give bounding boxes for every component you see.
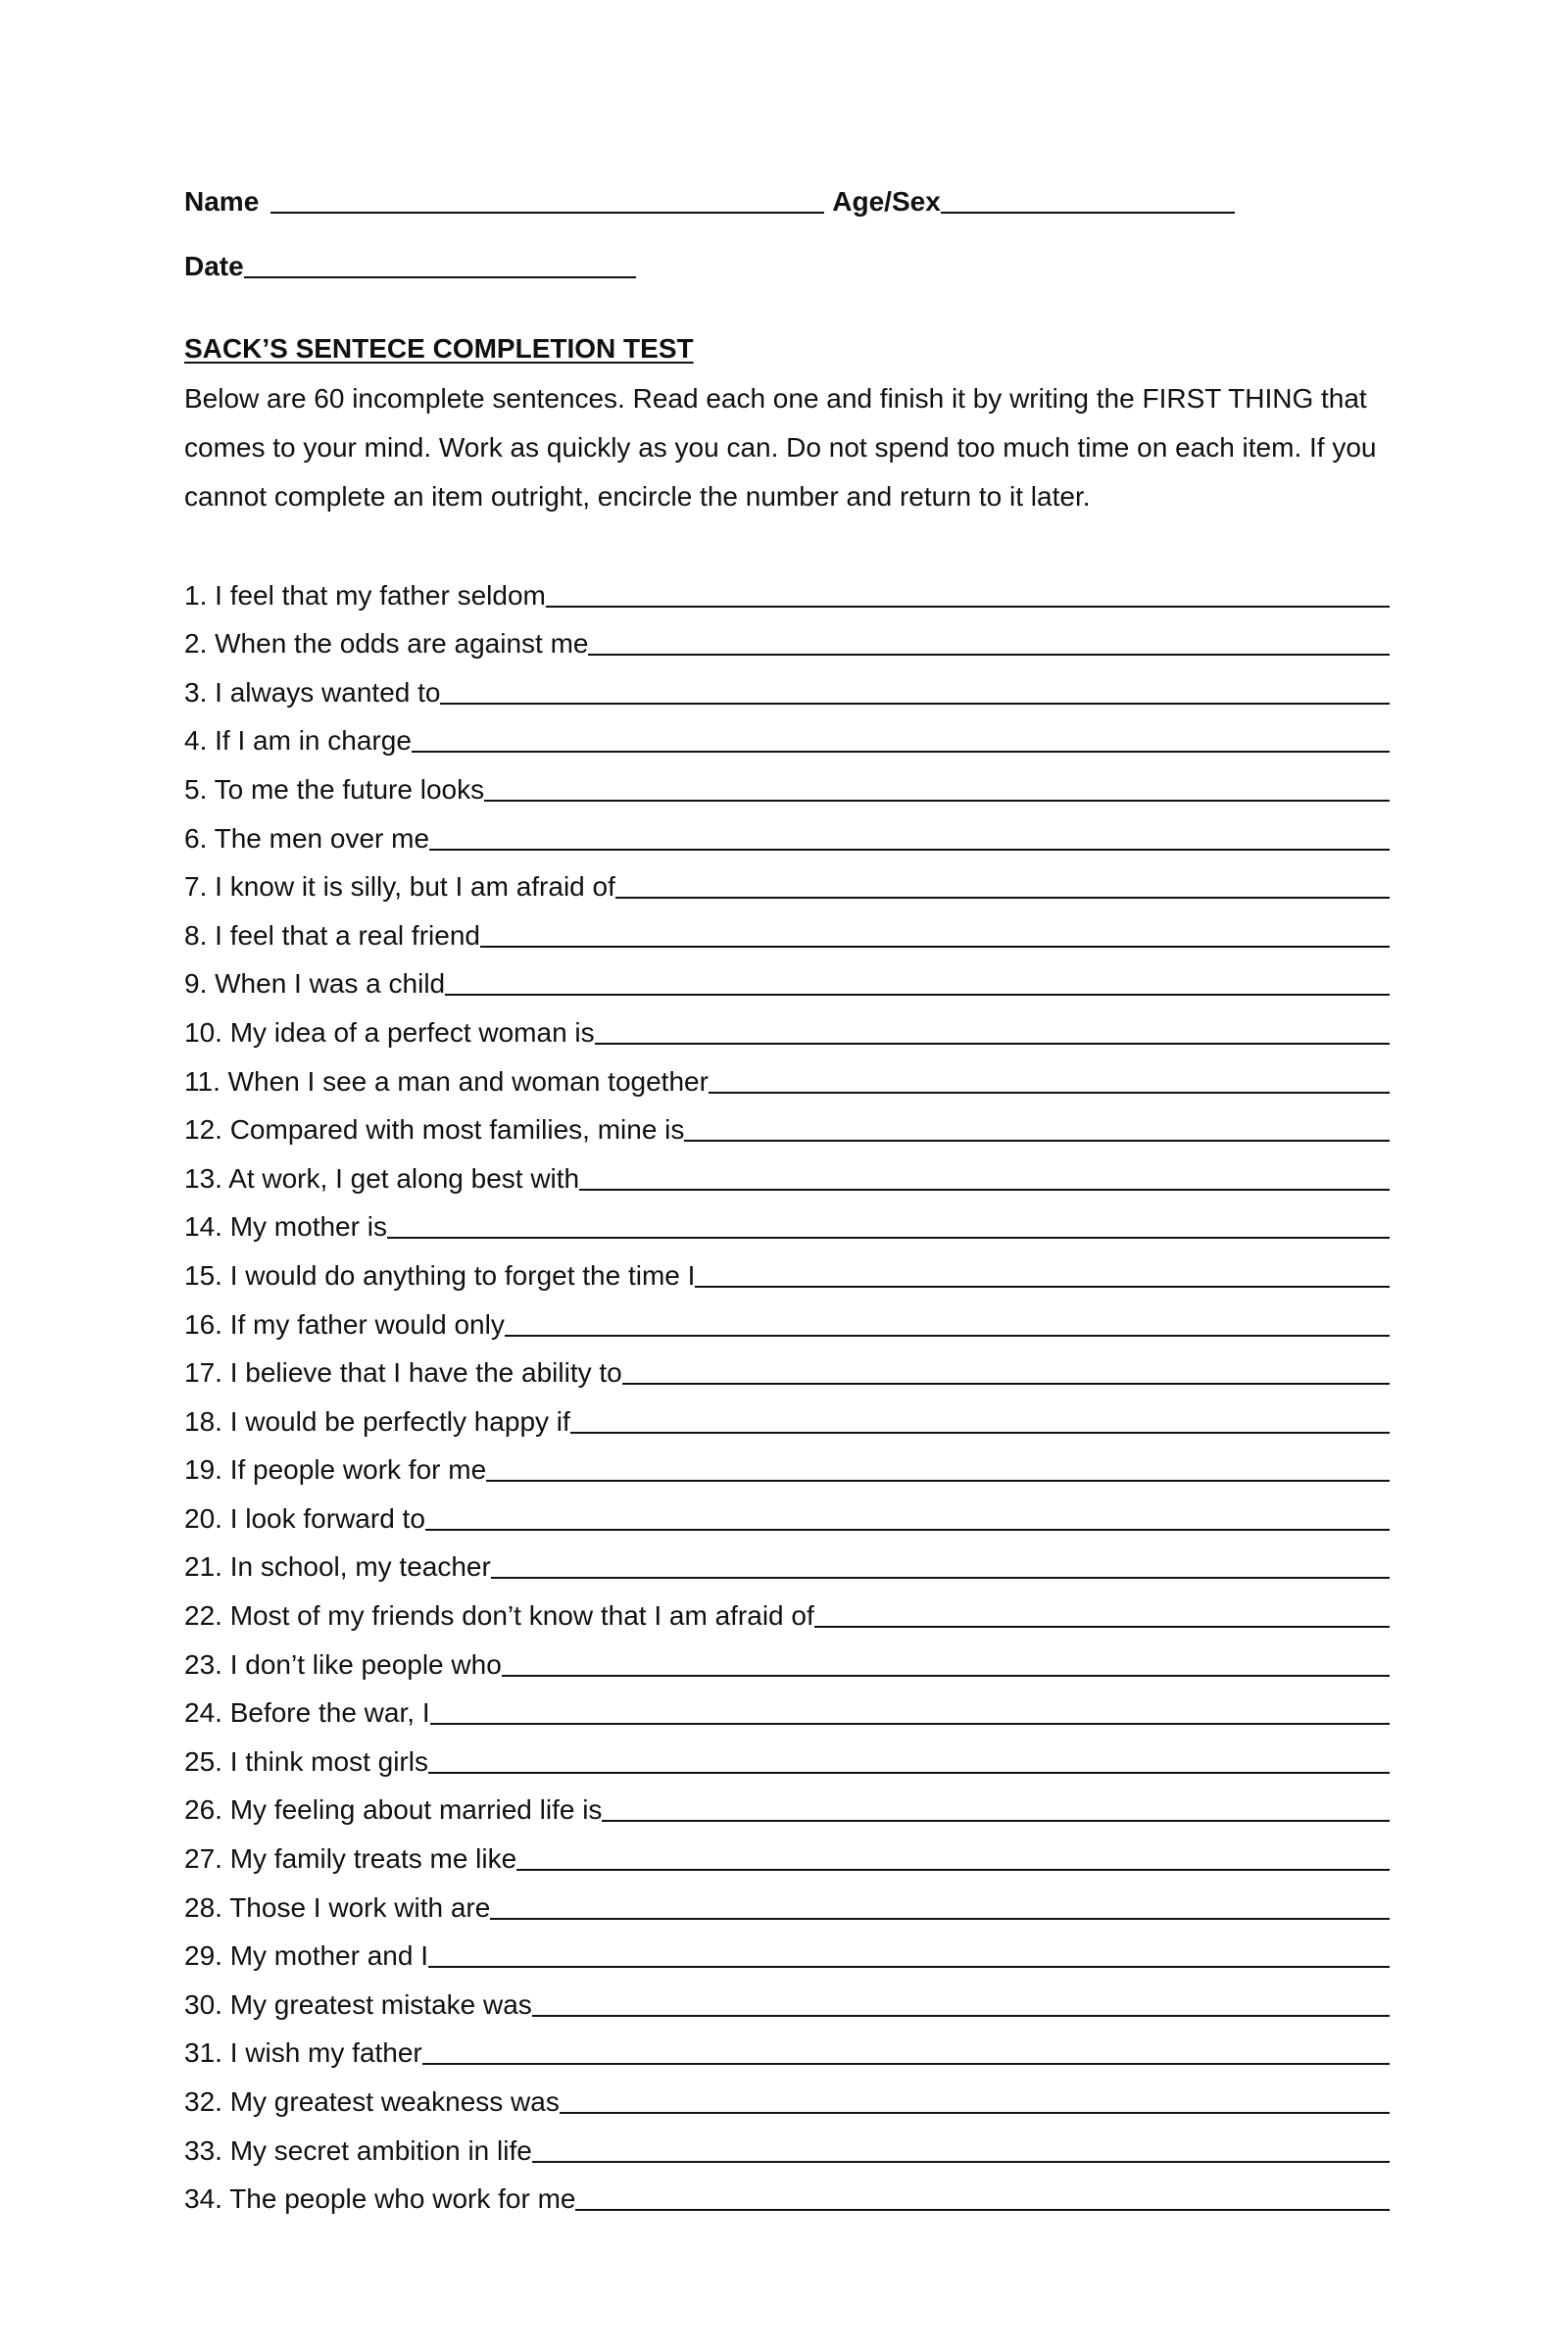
answer-line[interactable] (428, 1965, 1390, 1968)
name-label: Name (184, 186, 260, 217)
date-label: Date (184, 251, 244, 281)
sentence-prompt: 30. My greatest mistake was (184, 1988, 532, 2020)
agesex-field[interactable] (941, 184, 1235, 214)
sentence-list (184, 564, 1390, 2217)
sentence-item (184, 1585, 1390, 1634)
sentence-prompt: 20. I look forward to (184, 1502, 425, 1534)
name-field[interactable] (270, 184, 824, 214)
answer-line[interactable] (428, 1771, 1390, 1774)
answer-line[interactable] (622, 1382, 1390, 1385)
sentence-prompt: 2. When the odds are against me (184, 628, 589, 660)
answer-line[interactable] (709, 1091, 1390, 1094)
sentence-item (184, 1440, 1390, 1489)
sentence-item (184, 1100, 1390, 1149)
sentence-prompt: 6. The men over me (184, 822, 430, 854)
answer-line[interactable] (502, 1674, 1390, 1677)
sentence-item (184, 954, 1390, 1003)
date-field[interactable] (244, 249, 636, 278)
sentence-prompt: 13. At work, I get along best with (184, 1162, 580, 1194)
sentence-item (184, 905, 1390, 954)
sentence-prompt: 9. When I was a child (184, 968, 446, 1000)
sentence-item (184, 1731, 1390, 1780)
sentence-item (184, 710, 1390, 760)
sentence-item (184, 857, 1390, 906)
sentence-item (184, 1828, 1390, 1877)
answer-line[interactable] (684, 1139, 1390, 1142)
answer-line[interactable] (516, 1868, 1390, 1871)
answer-line[interactable] (387, 1236, 1390, 1239)
answer-line[interactable] (440, 702, 1390, 705)
sentence-item (184, 2023, 1390, 2072)
sentence-prompt: 24. Before the war, I (184, 1697, 430, 1729)
answer-line[interactable] (575, 2208, 1390, 2211)
sentence-prompt: 8. I feel that a real friend (184, 919, 480, 951)
answer-line[interactable] (412, 750, 1390, 753)
sentence-item (184, 1002, 1390, 1051)
answer-line[interactable] (480, 945, 1390, 948)
sentence-prompt: 26. My feeling about married life is (184, 1794, 603, 1826)
answer-line[interactable] (579, 1188, 1390, 1191)
sentence-prompt: 5. To me the future looks (184, 773, 485, 805)
sentence-item (184, 1051, 1390, 1100)
answer-line[interactable] (429, 848, 1390, 851)
sentence-item (184, 1974, 1390, 2023)
answer-line[interactable] (546, 605, 1390, 608)
answer-line[interactable] (588, 653, 1390, 656)
sentence-prompt: 31. I wish my father (184, 2037, 422, 2069)
answer-line[interactable] (532, 2014, 1390, 2017)
date-row (184, 229, 1390, 282)
answer-line[interactable] (695, 1285, 1390, 1288)
answer-line[interactable] (532, 2160, 1390, 2163)
answer-line[interactable] (615, 896, 1390, 899)
sentence-prompt: 23. I don’t like people who (184, 1648, 502, 1680)
answer-line[interactable] (570, 1431, 1390, 1434)
sentence-prompt: 10. My idea of a perfect woman is (184, 1016, 595, 1048)
sentence-prompt: 34. The people who work for me (184, 2183, 576, 2215)
test-instructions: Below are 60 incomplete sentences. Read each one and finish it by writing the FIRST THING that comes to your mind. Work as quickly as you can. Do not spend too much time on each item. If you cannot complete an item outright, encircle the number and return to it later. (184, 383, 1377, 512)
sentence-item (184, 1294, 1390, 1343)
sentence-prompt: 12. Compared with most families, mine is (184, 1114, 685, 1146)
sentence-prompt: 22. Most of my friends don’t know that I am afraid of (184, 1600, 814, 1632)
sentence-item (184, 1683, 1390, 1732)
agesex-label: Age/Sex (832, 186, 941, 217)
sentence-prompt: 15. I would do anything to forget the time I (184, 1259, 696, 1291)
name-age-row (184, 165, 1390, 218)
sentence-prompt: 14. My mother is (184, 1211, 387, 1243)
worksheet-page (184, 165, 1390, 2217)
sentence-item (184, 564, 1390, 613)
sentence-prompt: 32. My greatest weakness was (184, 2086, 560, 2117)
sentence-prompt: 18. I would be perfectly happy if (184, 1405, 570, 1437)
sentence-prompt: 27. My family treats me like (184, 1843, 517, 1875)
sentence-prompt: 28. Those I work with are (184, 1891, 491, 1923)
sentence-prompt: 17. I believe that I have the ability to (184, 1357, 622, 1389)
sentence-prompt: 7. I know it is silly, but I am afraid of (184, 871, 615, 903)
sentence-item (184, 759, 1390, 808)
answer-line[interactable] (602, 1819, 1390, 1822)
sentence-item (184, 1537, 1390, 1586)
sentence-item (184, 1488, 1390, 1537)
sentence-prompt: 21. In school, my teacher (184, 1551, 491, 1583)
sentence-item (184, 808, 1390, 857)
sentence-prompt: 4. If I am in charge (184, 725, 412, 757)
sentence-prompt: 11. When I see a man and woman together (184, 1065, 709, 1097)
sentence-prompt: 33. My secret ambition in life (184, 2134, 532, 2166)
sentence-item (184, 662, 1390, 710)
sentence-prompt: 25. I think most girls (184, 1745, 428, 1777)
answer-line[interactable] (490, 1917, 1390, 1920)
answer-line[interactable] (484, 799, 1390, 802)
sentence-item (184, 1197, 1390, 1246)
sentence-item (184, 1391, 1390, 1440)
sentence-item (184, 613, 1390, 662)
sentence-prompt: 3. I always wanted to (184, 676, 441, 708)
answer-line[interactable] (430, 1722, 1390, 1725)
sentence-item (184, 1634, 1390, 1683)
answer-line[interactable] (560, 2111, 1390, 2114)
answer-line[interactable] (491, 1576, 1390, 1579)
sentence-item (184, 1780, 1390, 1829)
sentence-item (184, 2120, 1390, 2169)
sentence-item (184, 2169, 1390, 2218)
sentence-prompt: 19. If people work for me (184, 1454, 487, 1486)
answer-line[interactable] (422, 2062, 1390, 2065)
sentence-item (184, 2071, 1390, 2120)
answer-line[interactable] (814, 1625, 1390, 1628)
answer-line[interactable] (505, 1334, 1390, 1337)
test-title: SACK’S SENTECE COMPLETION TEST (184, 333, 694, 364)
sentence-item (184, 1343, 1390, 1392)
sentence-item (184, 1245, 1390, 1294)
sentence-prompt: 1. I feel that my father seldom (184, 579, 546, 611)
sentence-item (184, 1926, 1390, 1975)
answer-line[interactable] (425, 1528, 1390, 1531)
answer-line[interactable] (486, 1479, 1390, 1482)
sentence-item (184, 1877, 1390, 1926)
answer-line[interactable] (595, 1042, 1390, 1045)
sentence-item (184, 1148, 1390, 1197)
answer-line[interactable] (445, 993, 1390, 996)
sentence-prompt: 29. My mother and I (184, 1940, 429, 1972)
sentence-prompt: 16. If my father would only (184, 1308, 505, 1340)
